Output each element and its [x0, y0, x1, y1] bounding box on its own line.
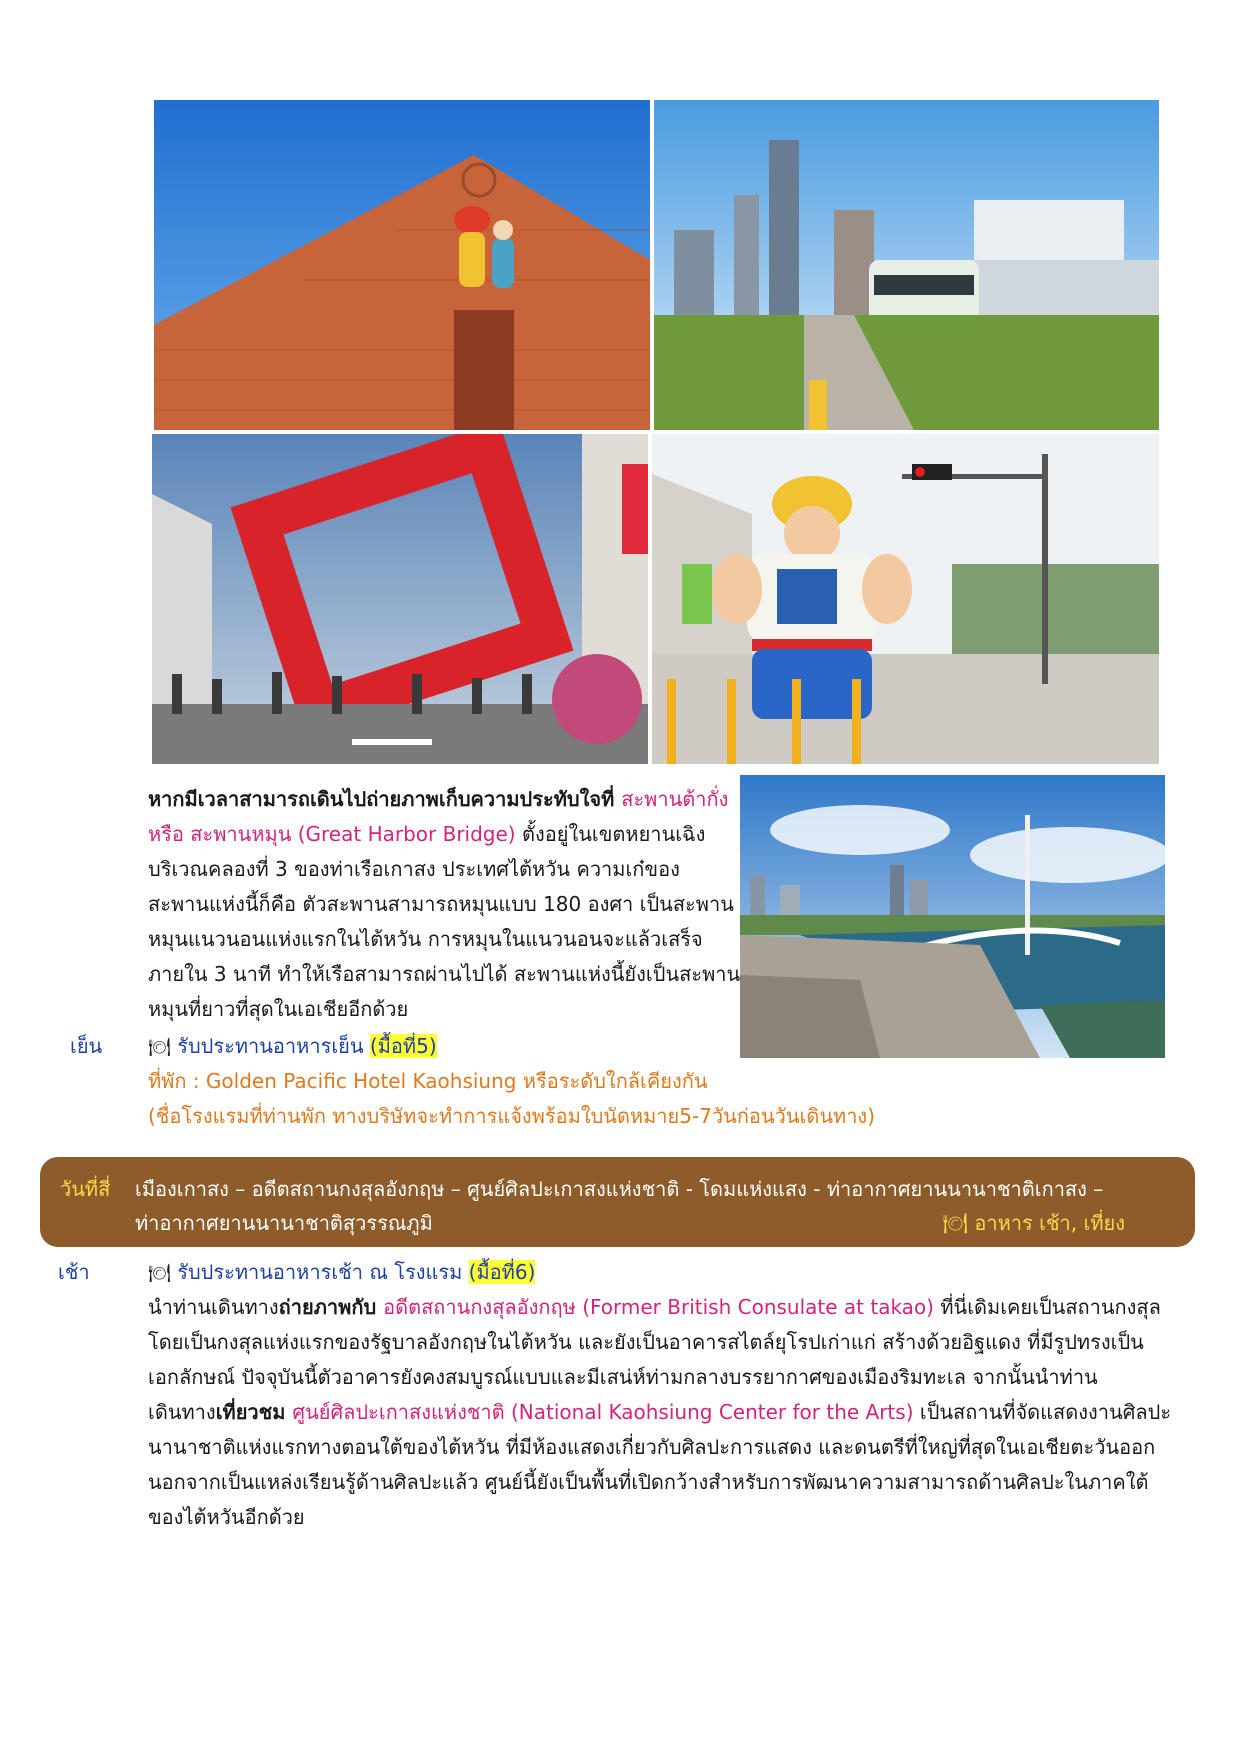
- day4-meals: 🍽 อาหาร เช้า, เที่ยง: [942, 1211, 1125, 1235]
- breakfast-plate-icon: 🍽: [148, 1263, 171, 1284]
- brick-warehouse-photo: [154, 100, 650, 430]
- text-span: เที่ยวชม: [215, 1400, 293, 1424]
- text-line: [148, 1325, 1144, 1360]
- text-line: [148, 1360, 1098, 1395]
- text-line: [148, 992, 408, 1027]
- text-span: หรือ สะพานหมุน (Great Harbor Bridge): [148, 822, 516, 846]
- text-span: ภายใน 3 นาที ทำให้เรือสามารถผ่านไปได้ สะพานแห่งนี้ยังเป็นสะพาน: [148, 962, 741, 986]
- text-span: อดีตสถานกงสุลอังกฤษ (Former British Consulate at takao): [383, 1295, 934, 1319]
- text-line: [148, 1500, 305, 1535]
- morning-meal: [148, 1255, 535, 1291]
- hotel-note: (ชื่อโรงแรมที่ท่านพัก ทางบริษัทจะทำการแจ้งพร้อมใบนัดหมาย5-7วันก่อนวันเดินทาง): [148, 1104, 875, 1128]
- evening-meal-text: รับประทานอาหารเย็น: [170, 1034, 370, 1058]
- evening-meal: [148, 1029, 437, 1065]
- text-line: [148, 782, 728, 817]
- text-span: เดินทาง: [148, 1400, 216, 1424]
- text-span: หากมีเวลาสามารถเดินไปถ่ายภาพเก็บความประทับใจที่: [148, 787, 622, 811]
- text-span: หมุนแนวนอนแห่งแรกในไต้หวัน การหมุนในแนวนอนจะแล้วเสร็จ: [148, 927, 703, 951]
- text-span: สะพานต้ากั่ง: [621, 787, 729, 811]
- evening-label: เย็น: [70, 1034, 103, 1058]
- hotel-line: ที่พัก : Golden Pacific Hotel Kaohsiung หรือระดับใกล้เคียงกัน: [148, 1069, 708, 1093]
- text-span: โดยเป็นกงสุลแห่งแรกของรัฐบาลอังกฤษในไต้หวัน และยังเป็นอาคารสไตล์ยุโรปเก่าแก่ สร้างด้วยอิฐแดง ที่มีรูปทรงเป็น: [148, 1330, 1144, 1354]
- day4-banner: [40, 1157, 1195, 1247]
- text-span: ของไต้หวันอีกด้วย: [148, 1505, 305, 1529]
- text-span: หมุนที่ยาวที่สุดในเอเชียอีกด้วย: [148, 997, 409, 1021]
- text-line: [148, 817, 705, 852]
- morning-label: เช้า: [58, 1260, 90, 1284]
- text-line: [148, 1290, 1161, 1325]
- text-span: ที่นี่เดิมเคยเป็นสถานกงสุล: [933, 1295, 1161, 1319]
- text-line: [148, 887, 734, 922]
- text-span: นานาชาติแห่งแรกทางตอนใต้ของไต้หวัน ที่มีห้องแสดงเกี่ยวกับศิลปะการแสดง และดนตรีที่ใหญ่ที่สุดในเอเชียตะวันออก: [148, 1435, 1156, 1459]
- text-span: ถ่ายภาพกับ: [278, 1295, 384, 1319]
- text-line: [148, 957, 740, 992]
- text-line: [148, 922, 703, 957]
- city-tram-photo: [654, 100, 1159, 430]
- text-line: [148, 852, 680, 887]
- dinner-plate-icon: 🍽: [148, 1037, 171, 1058]
- day4-label: วันที่สี่: [60, 1177, 111, 1201]
- day4-route-line1: เมืองเกาสง – อดีตสถานกงสุลอังกฤษ – ศูนย์ศิลปะเกาสงแห่งชาติ - โดมแห่งแสง - ท่าอากาศยานนานาชาติเกาสง –: [135, 1177, 1104, 1201]
- text-line: [148, 1430, 1155, 1465]
- text-span: ศูนย์ศิลปะเกาสงแห่งชาติ (National Kaohsiung Center for the Arts): [292, 1400, 914, 1424]
- text-line: [148, 1395, 1171, 1430]
- text-line: [148, 1465, 1149, 1500]
- mascot-statue-photo: [652, 434, 1159, 764]
- text-span: บริเวณคลองที่ 3 ของท่าเรือเกาสง ประเทศไต้หวัน ความเก๋ของ: [148, 857, 680, 881]
- meal-plate-icon: 🍽: [942, 1211, 969, 1235]
- text-span: นอกจากเป็นแหล่งเรียนรู้ด้านศิลปะแล้ว ศูนย์นี้ยังเป็นพื้นที่เปิดกว้างสำหรับการพัฒนาความสามารถด้านศิลปะในภาคใต้: [148, 1470, 1149, 1494]
- morning-meal-text: รับประทานอาหารเช้า ณ โรงแรม: [170, 1260, 469, 1284]
- great-harbor-bridge-photo: [740, 775, 1165, 1058]
- text-span: ตั้งอยู่ในเขตหยานเฉิง: [515, 822, 706, 846]
- red-container-art-photo: [152, 434, 648, 764]
- morning-meal-number: (มื้อที่6): [468, 1260, 536, 1284]
- day4-route-line2: ท่าอากาศยานนานาชาติสุวรรณภูมิ: [135, 1211, 433, 1235]
- text-span: สะพานแห่งนี้ก็คือ ตัวสะพานสามารถหมุนแบบ 180 องศา เป็นสะพาน: [148, 892, 734, 916]
- text-span: เอกลักษณ์ ปัจจุบันนี้ตัวอาคารยังคงสมบูรณ์แบบและมีเสน่ห์ท่ามกลางบรรยากาศของเมืองริมทะเล จากนั้นนำท่าน: [148, 1365, 1098, 1389]
- evening-meal-number: (มื้อที่5): [369, 1034, 437, 1058]
- text-span: เป็นสถานที่จัดแสดงงานศิลปะ: [913, 1400, 1172, 1424]
- text-span: นำท่านเดินทาง: [148, 1295, 279, 1319]
